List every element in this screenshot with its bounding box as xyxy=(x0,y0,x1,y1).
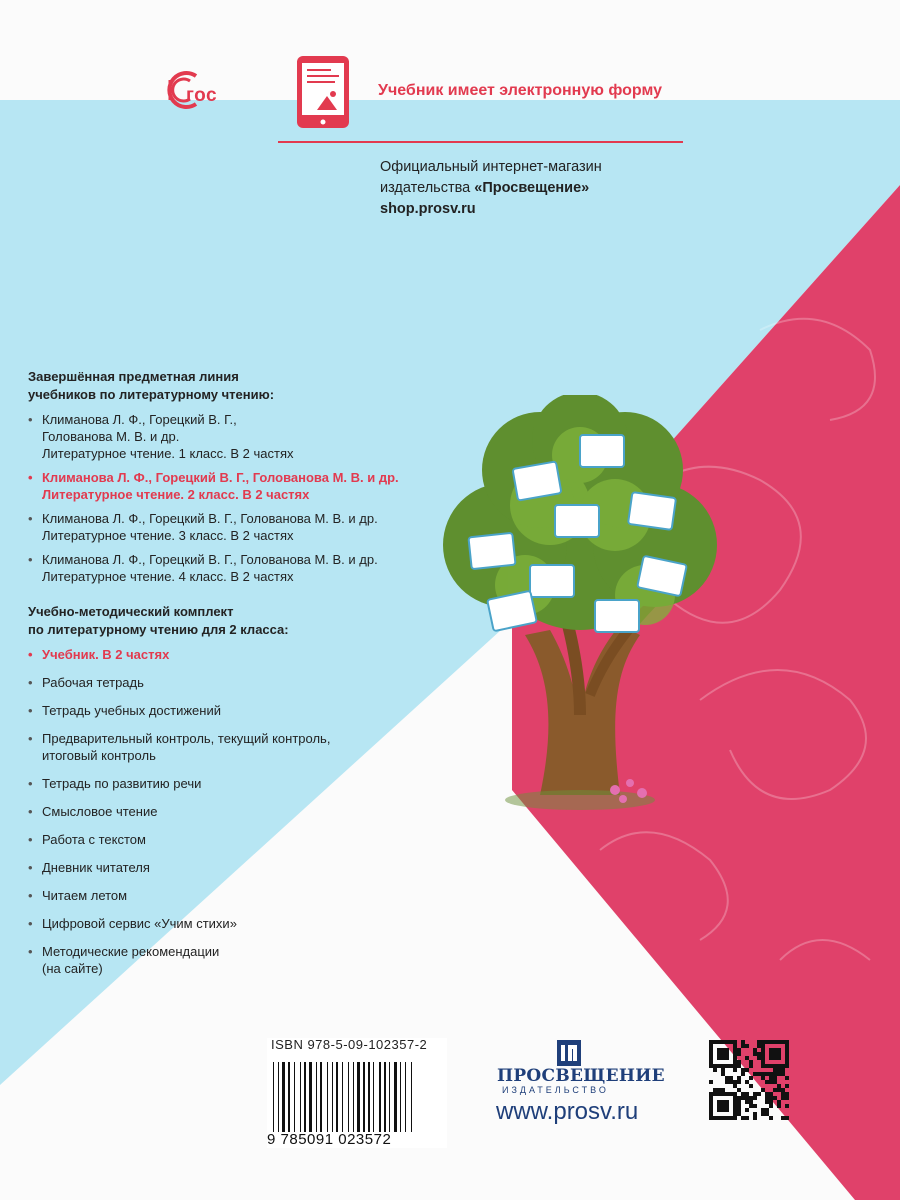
qr-module xyxy=(725,1116,729,1120)
qr-module xyxy=(721,1116,725,1120)
qr-module xyxy=(749,1064,753,1068)
qr-module xyxy=(749,1060,753,1064)
qr-module xyxy=(717,1064,721,1068)
qr-module xyxy=(733,1116,737,1120)
qr-module xyxy=(721,1092,725,1096)
qr-module xyxy=(785,1040,789,1044)
qr-module xyxy=(725,1040,729,1044)
qr-module xyxy=(721,1100,725,1104)
book-1-title: Литературное чтение. 1 класс. В 2 частях xyxy=(42,446,294,461)
qr-module xyxy=(737,1088,741,1092)
qr-module xyxy=(733,1080,737,1084)
shop-info xyxy=(380,157,602,220)
book-4-title: Литературное чтение. 4 класс. В 2 частях xyxy=(42,569,294,584)
qr-module xyxy=(729,1092,733,1096)
qr-module xyxy=(761,1088,765,1092)
qr-module xyxy=(761,1108,765,1112)
qr-module xyxy=(721,1056,725,1060)
book-3-title: Литературное чтение. 3 класс. В 2 частях xyxy=(42,528,294,543)
fgos-label: гос xyxy=(186,85,218,106)
qr-module xyxy=(721,1108,725,1112)
kit-item-textbook: • Учебник. В 2 частях xyxy=(28,646,468,663)
qr-module xyxy=(733,1092,737,1096)
publisher-website[interactable]: www.prosv.ru xyxy=(496,1098,639,1125)
qr-module xyxy=(745,1092,749,1096)
qr-module xyxy=(749,1104,753,1108)
qr-module xyxy=(741,1044,745,1048)
barcode-bar xyxy=(405,1062,406,1132)
qr-module xyxy=(717,1088,721,1092)
qr-module xyxy=(741,1040,745,1044)
qr-module xyxy=(709,1096,713,1100)
qr-module xyxy=(713,1116,717,1120)
kit-item-meaning-reading: • Смысловое чтение xyxy=(28,803,468,820)
qr-module xyxy=(765,1040,769,1044)
shop-line-2-prefix: издательства xyxy=(380,180,475,196)
kit-item-methodical-line-2: (на сайте) xyxy=(42,961,103,976)
qr-module xyxy=(765,1080,769,1084)
qr-module xyxy=(737,1096,741,1100)
qr-module xyxy=(745,1100,749,1104)
qr-module xyxy=(753,1072,757,1076)
barcode-bar xyxy=(357,1062,360,1132)
qr-module xyxy=(725,1064,729,1068)
book-4-authors: • Климанова Л. Ф., Горецкий В. Г., Голованова М. В. и др. xyxy=(42,552,378,567)
qr-module xyxy=(729,1116,733,1120)
qr-module xyxy=(753,1096,757,1100)
barcode-bar xyxy=(348,1062,349,1132)
qr-module xyxy=(765,1092,769,1096)
qr-module xyxy=(781,1068,785,1072)
qr-module xyxy=(733,1096,737,1100)
qr-module xyxy=(709,1040,713,1044)
qr-module xyxy=(725,1052,729,1056)
barcode-bar xyxy=(294,1062,295,1132)
barcode-bar xyxy=(336,1062,338,1132)
book-2-authors: • Климанова Л. Ф., Горецкий В. Г., Голованова М. В. и др. xyxy=(42,470,399,485)
qr-module xyxy=(781,1088,785,1092)
qr-module xyxy=(757,1040,761,1044)
barcode-bar xyxy=(342,1062,343,1132)
qr-module xyxy=(733,1048,737,1052)
qr-module xyxy=(769,1048,773,1052)
qr-module xyxy=(709,1108,713,1112)
qr-module xyxy=(725,1104,729,1108)
kit-item-reader-diary: • Дневник читателя xyxy=(28,859,468,876)
qr-module xyxy=(773,1096,777,1100)
qr-module xyxy=(773,1080,777,1084)
barcode-bar xyxy=(288,1062,290,1132)
qr-module xyxy=(733,1104,737,1108)
qr-module xyxy=(733,1040,737,1044)
qr-module xyxy=(769,1040,773,1044)
qr-module xyxy=(781,1096,785,1100)
qr-module xyxy=(733,1068,737,1072)
qr-module xyxy=(777,1084,781,1088)
qr-module xyxy=(725,1080,729,1084)
barcode-bar xyxy=(379,1062,381,1132)
qr-module xyxy=(713,1040,717,1044)
kit-item-speech: • Тетрадь по развитию речи xyxy=(28,775,468,792)
barcode-bar xyxy=(373,1062,374,1132)
qr-module xyxy=(785,1116,789,1120)
qr-module xyxy=(765,1072,769,1076)
publisher-logo-icon xyxy=(557,1040,581,1066)
qr-module xyxy=(717,1056,721,1060)
qr-module xyxy=(785,1060,789,1064)
qr-module xyxy=(749,1096,753,1100)
barcode-bar xyxy=(363,1062,365,1132)
qr-module xyxy=(709,1112,713,1116)
barcode-bar xyxy=(273,1062,274,1132)
qr-module xyxy=(717,1040,721,1044)
qr-module xyxy=(785,1064,789,1068)
publisher-name: «Просвещение» xyxy=(474,180,590,196)
qr-module xyxy=(757,1056,761,1060)
publisher-brand: ПРОСВЕЩЕНИЕ xyxy=(497,1066,665,1086)
qr-module xyxy=(745,1108,749,1112)
qr-module xyxy=(737,1076,741,1080)
qr-module xyxy=(721,1088,725,1092)
shop-url[interactable]: shop.prosv.ru xyxy=(380,201,476,217)
qr-module xyxy=(769,1076,773,1080)
qr-module xyxy=(725,1100,729,1104)
qr-module xyxy=(721,1068,725,1072)
qr-module xyxy=(737,1112,741,1116)
qr-module xyxy=(741,1072,745,1076)
qr-module xyxy=(769,1064,773,1068)
qr-module xyxy=(773,1052,777,1056)
qr-module xyxy=(729,1076,733,1080)
kit-item-methodical-line-1: • Методические рекомендации xyxy=(42,944,220,959)
kit-item-digital-service: • Цифровой сервис «Учим стихи» xyxy=(28,915,468,932)
eform-notice: Учебник имеет электронную форму xyxy=(378,82,662,99)
qr-module xyxy=(777,1100,781,1104)
qr-module xyxy=(725,1092,729,1096)
qr-module xyxy=(717,1092,721,1096)
qr-module xyxy=(785,1084,789,1088)
qr-module xyxy=(717,1052,721,1056)
barcode-bar xyxy=(389,1062,390,1132)
qr-module xyxy=(761,1112,765,1116)
divider-line xyxy=(278,141,683,143)
qr-module xyxy=(757,1044,761,1048)
qr-module xyxy=(773,1048,777,1052)
qr-module xyxy=(725,1048,729,1052)
qr-module xyxy=(729,1040,733,1044)
book-1-authors-2: Голованова М. В. и др. xyxy=(42,429,180,444)
qr-module xyxy=(725,1108,729,1112)
qr-module xyxy=(785,1056,789,1060)
qr-module xyxy=(769,1100,773,1104)
qr-module xyxy=(709,1056,713,1060)
qr-module xyxy=(753,1048,757,1052)
qr-module xyxy=(729,1080,733,1084)
qr-module xyxy=(761,1040,765,1044)
qr-module xyxy=(777,1056,781,1060)
barcode-bar xyxy=(384,1062,386,1132)
qr-module xyxy=(717,1108,721,1112)
qr-module xyxy=(737,1048,741,1052)
qr-module xyxy=(761,1072,765,1076)
qr-module xyxy=(741,1092,745,1096)
qr-module xyxy=(709,1100,713,1104)
qr-module xyxy=(765,1100,769,1104)
book-tree-illustration xyxy=(430,395,730,815)
qr-module xyxy=(781,1072,785,1076)
qr-module xyxy=(733,1060,737,1064)
qr-module xyxy=(717,1104,721,1108)
qr-module xyxy=(777,1068,781,1072)
barcode-bar xyxy=(282,1062,285,1132)
qr-module xyxy=(753,1116,757,1120)
qr-module xyxy=(773,1088,777,1092)
qr-module xyxy=(741,1068,745,1072)
qr-module xyxy=(781,1116,785,1120)
barcode-bar xyxy=(353,1062,354,1132)
qr-module xyxy=(781,1092,785,1096)
qr-module xyxy=(761,1048,765,1052)
qr-module xyxy=(773,1056,777,1060)
qr-module xyxy=(745,1080,749,1084)
kit-item-summer-reading: • Читаем летом xyxy=(28,887,468,904)
qr-module xyxy=(721,1040,725,1044)
series-book-2 xyxy=(28,469,468,503)
kit-heading-1: Учебно-методический комплект xyxy=(28,604,234,619)
qr-module xyxy=(773,1064,777,1068)
qr-module xyxy=(781,1040,785,1044)
qr-module xyxy=(745,1044,749,1048)
qr-module xyxy=(745,1068,749,1072)
barcode-number: 9 785091 023572 xyxy=(267,1131,392,1148)
qr-module xyxy=(785,1052,789,1056)
qr-module xyxy=(717,1100,721,1104)
qr-module xyxy=(761,1056,765,1060)
qr-module xyxy=(745,1096,749,1100)
qr-module xyxy=(737,1052,741,1056)
qr-module xyxy=(765,1112,769,1116)
barcode-bar xyxy=(327,1062,328,1132)
qr-module xyxy=(785,1044,789,1048)
qr-module xyxy=(737,1060,741,1064)
qr-module xyxy=(785,1048,789,1052)
qr-module xyxy=(765,1096,769,1100)
qr-module xyxy=(761,1064,765,1068)
qr-module xyxy=(769,1096,773,1100)
qr-code[interactable] xyxy=(709,1040,789,1120)
book-list xyxy=(28,368,468,977)
qr-module xyxy=(769,1056,773,1060)
barcode-bar xyxy=(300,1062,301,1132)
kit-item-methodical xyxy=(28,943,468,977)
qr-module xyxy=(749,1076,753,1080)
qr-module xyxy=(709,1060,713,1064)
qr-module xyxy=(717,1048,721,1052)
qr-module xyxy=(769,1116,773,1120)
book-3-authors: • Климанова Л. Ф., Горецкий В. Г., Голованова М. В. и др. xyxy=(42,511,378,526)
qr-module xyxy=(761,1044,765,1048)
qr-module xyxy=(709,1092,713,1096)
qr-module xyxy=(709,1116,713,1120)
series-book-3 xyxy=(28,510,468,544)
kit-item-control xyxy=(28,730,468,764)
qr-module xyxy=(769,1104,773,1108)
qr-module xyxy=(737,1100,741,1104)
publisher-subtitle: ИЗДАТЕЛЬСТВО xyxy=(502,1085,609,1095)
barcode-bar xyxy=(400,1062,401,1132)
qr-module xyxy=(753,1112,757,1116)
qr-module xyxy=(757,1052,761,1056)
qr-module xyxy=(777,1052,781,1056)
qr-module xyxy=(785,1104,789,1108)
qr-module xyxy=(721,1072,725,1076)
qr-module xyxy=(721,1052,725,1056)
qr-module xyxy=(725,1056,729,1060)
qr-module xyxy=(733,1100,737,1104)
qr-module xyxy=(733,1056,737,1060)
qr-module xyxy=(709,1064,713,1068)
barcode-bar xyxy=(394,1062,397,1132)
isbn-label: ISBN 978-5-09-102357-2 xyxy=(271,1037,428,1052)
qr-module xyxy=(709,1052,713,1056)
qr-module xyxy=(777,1064,781,1068)
qr-module xyxy=(769,1080,773,1084)
kit-heading-2: по литературному чтению для 2 класса: xyxy=(28,622,289,637)
qr-module xyxy=(777,1040,781,1044)
barcode-bar xyxy=(304,1062,306,1132)
qr-module xyxy=(741,1116,745,1120)
qr-module xyxy=(777,1088,781,1092)
qr-module xyxy=(785,1096,789,1100)
qr-module xyxy=(733,1052,737,1056)
qr-module xyxy=(765,1064,769,1068)
qr-module xyxy=(781,1064,785,1068)
qr-module xyxy=(729,1064,733,1068)
series-heading-2: учебников по литературному чтению: xyxy=(28,387,275,402)
shop-line-1: Официальный интернет-магазин xyxy=(380,159,602,175)
qr-module xyxy=(765,1108,769,1112)
tablet-icon xyxy=(295,54,351,130)
qr-module xyxy=(773,1040,777,1044)
qr-module xyxy=(721,1064,725,1068)
series-book-1 xyxy=(28,411,468,462)
book-1-authors: • Климанова Л. Ф., Горецкий В. Г., xyxy=(42,412,237,427)
qr-module xyxy=(777,1104,781,1108)
qr-module xyxy=(713,1092,717,1096)
qr-module xyxy=(709,1048,713,1052)
qr-module xyxy=(773,1076,777,1080)
kit-item-control-line-1: • Предварительный контроль, текущий контроль, xyxy=(42,731,331,746)
kit-item-text-work: • Работа с текстом xyxy=(28,831,468,848)
qr-module xyxy=(777,1048,781,1052)
qr-module xyxy=(785,1092,789,1096)
qr-module xyxy=(721,1104,725,1108)
qr-module xyxy=(737,1080,741,1084)
series-book-4 xyxy=(28,551,468,585)
qr-module xyxy=(741,1096,745,1100)
qr-module xyxy=(733,1108,737,1112)
barcode-bar xyxy=(320,1062,322,1132)
qr-module xyxy=(761,1060,765,1064)
qr-module xyxy=(777,1072,781,1076)
qr-module xyxy=(737,1108,741,1112)
kit-item-achievements: • Тетрадь учебных достижений xyxy=(28,702,468,719)
kit-item-workbook: • Рабочая тетрадь xyxy=(28,674,468,691)
qr-module xyxy=(761,1052,765,1056)
qr-module xyxy=(721,1048,725,1052)
kit-item-control-line-2: итоговый контроль xyxy=(42,748,156,763)
qr-module xyxy=(717,1116,721,1120)
qr-module xyxy=(709,1044,713,1048)
qr-module xyxy=(713,1064,717,1068)
qr-module xyxy=(753,1052,757,1056)
book-2-title: Литературное чтение. 2 класс. В 2 частях xyxy=(42,487,310,502)
barcode-bar xyxy=(316,1062,317,1132)
qr-module xyxy=(733,1084,737,1088)
qr-module xyxy=(773,1068,777,1072)
qr-module xyxy=(769,1092,773,1096)
qr-module xyxy=(753,1104,757,1108)
qr-module xyxy=(737,1064,741,1068)
qr-module xyxy=(737,1104,741,1108)
qr-module xyxy=(713,1088,717,1092)
qr-module xyxy=(757,1072,761,1076)
qr-module xyxy=(725,1076,729,1080)
qr-module xyxy=(733,1112,737,1116)
qr-module xyxy=(761,1076,765,1080)
qr-module xyxy=(733,1064,737,1068)
barcode-bar xyxy=(411,1062,412,1132)
qr-module xyxy=(745,1116,749,1120)
qr-module xyxy=(713,1068,717,1072)
qr-module xyxy=(773,1072,777,1076)
qr-module xyxy=(749,1100,753,1104)
qr-module xyxy=(745,1056,749,1060)
barcode-bar xyxy=(278,1062,279,1132)
barcode-bar xyxy=(368,1062,370,1132)
qr-module xyxy=(709,1104,713,1108)
barcode-bar xyxy=(332,1062,333,1132)
qr-module xyxy=(785,1076,789,1080)
qr-module xyxy=(753,1092,757,1096)
shop-line-2 xyxy=(380,178,602,199)
qr-module xyxy=(733,1044,737,1048)
series-heading-1: Завершённая предметная линия xyxy=(28,369,239,384)
qr-module xyxy=(749,1084,753,1088)
qr-module xyxy=(709,1080,713,1084)
qr-module xyxy=(769,1052,773,1056)
qr-module xyxy=(769,1072,773,1076)
barcode-bar xyxy=(309,1062,312,1132)
qr-module xyxy=(757,1092,761,1096)
